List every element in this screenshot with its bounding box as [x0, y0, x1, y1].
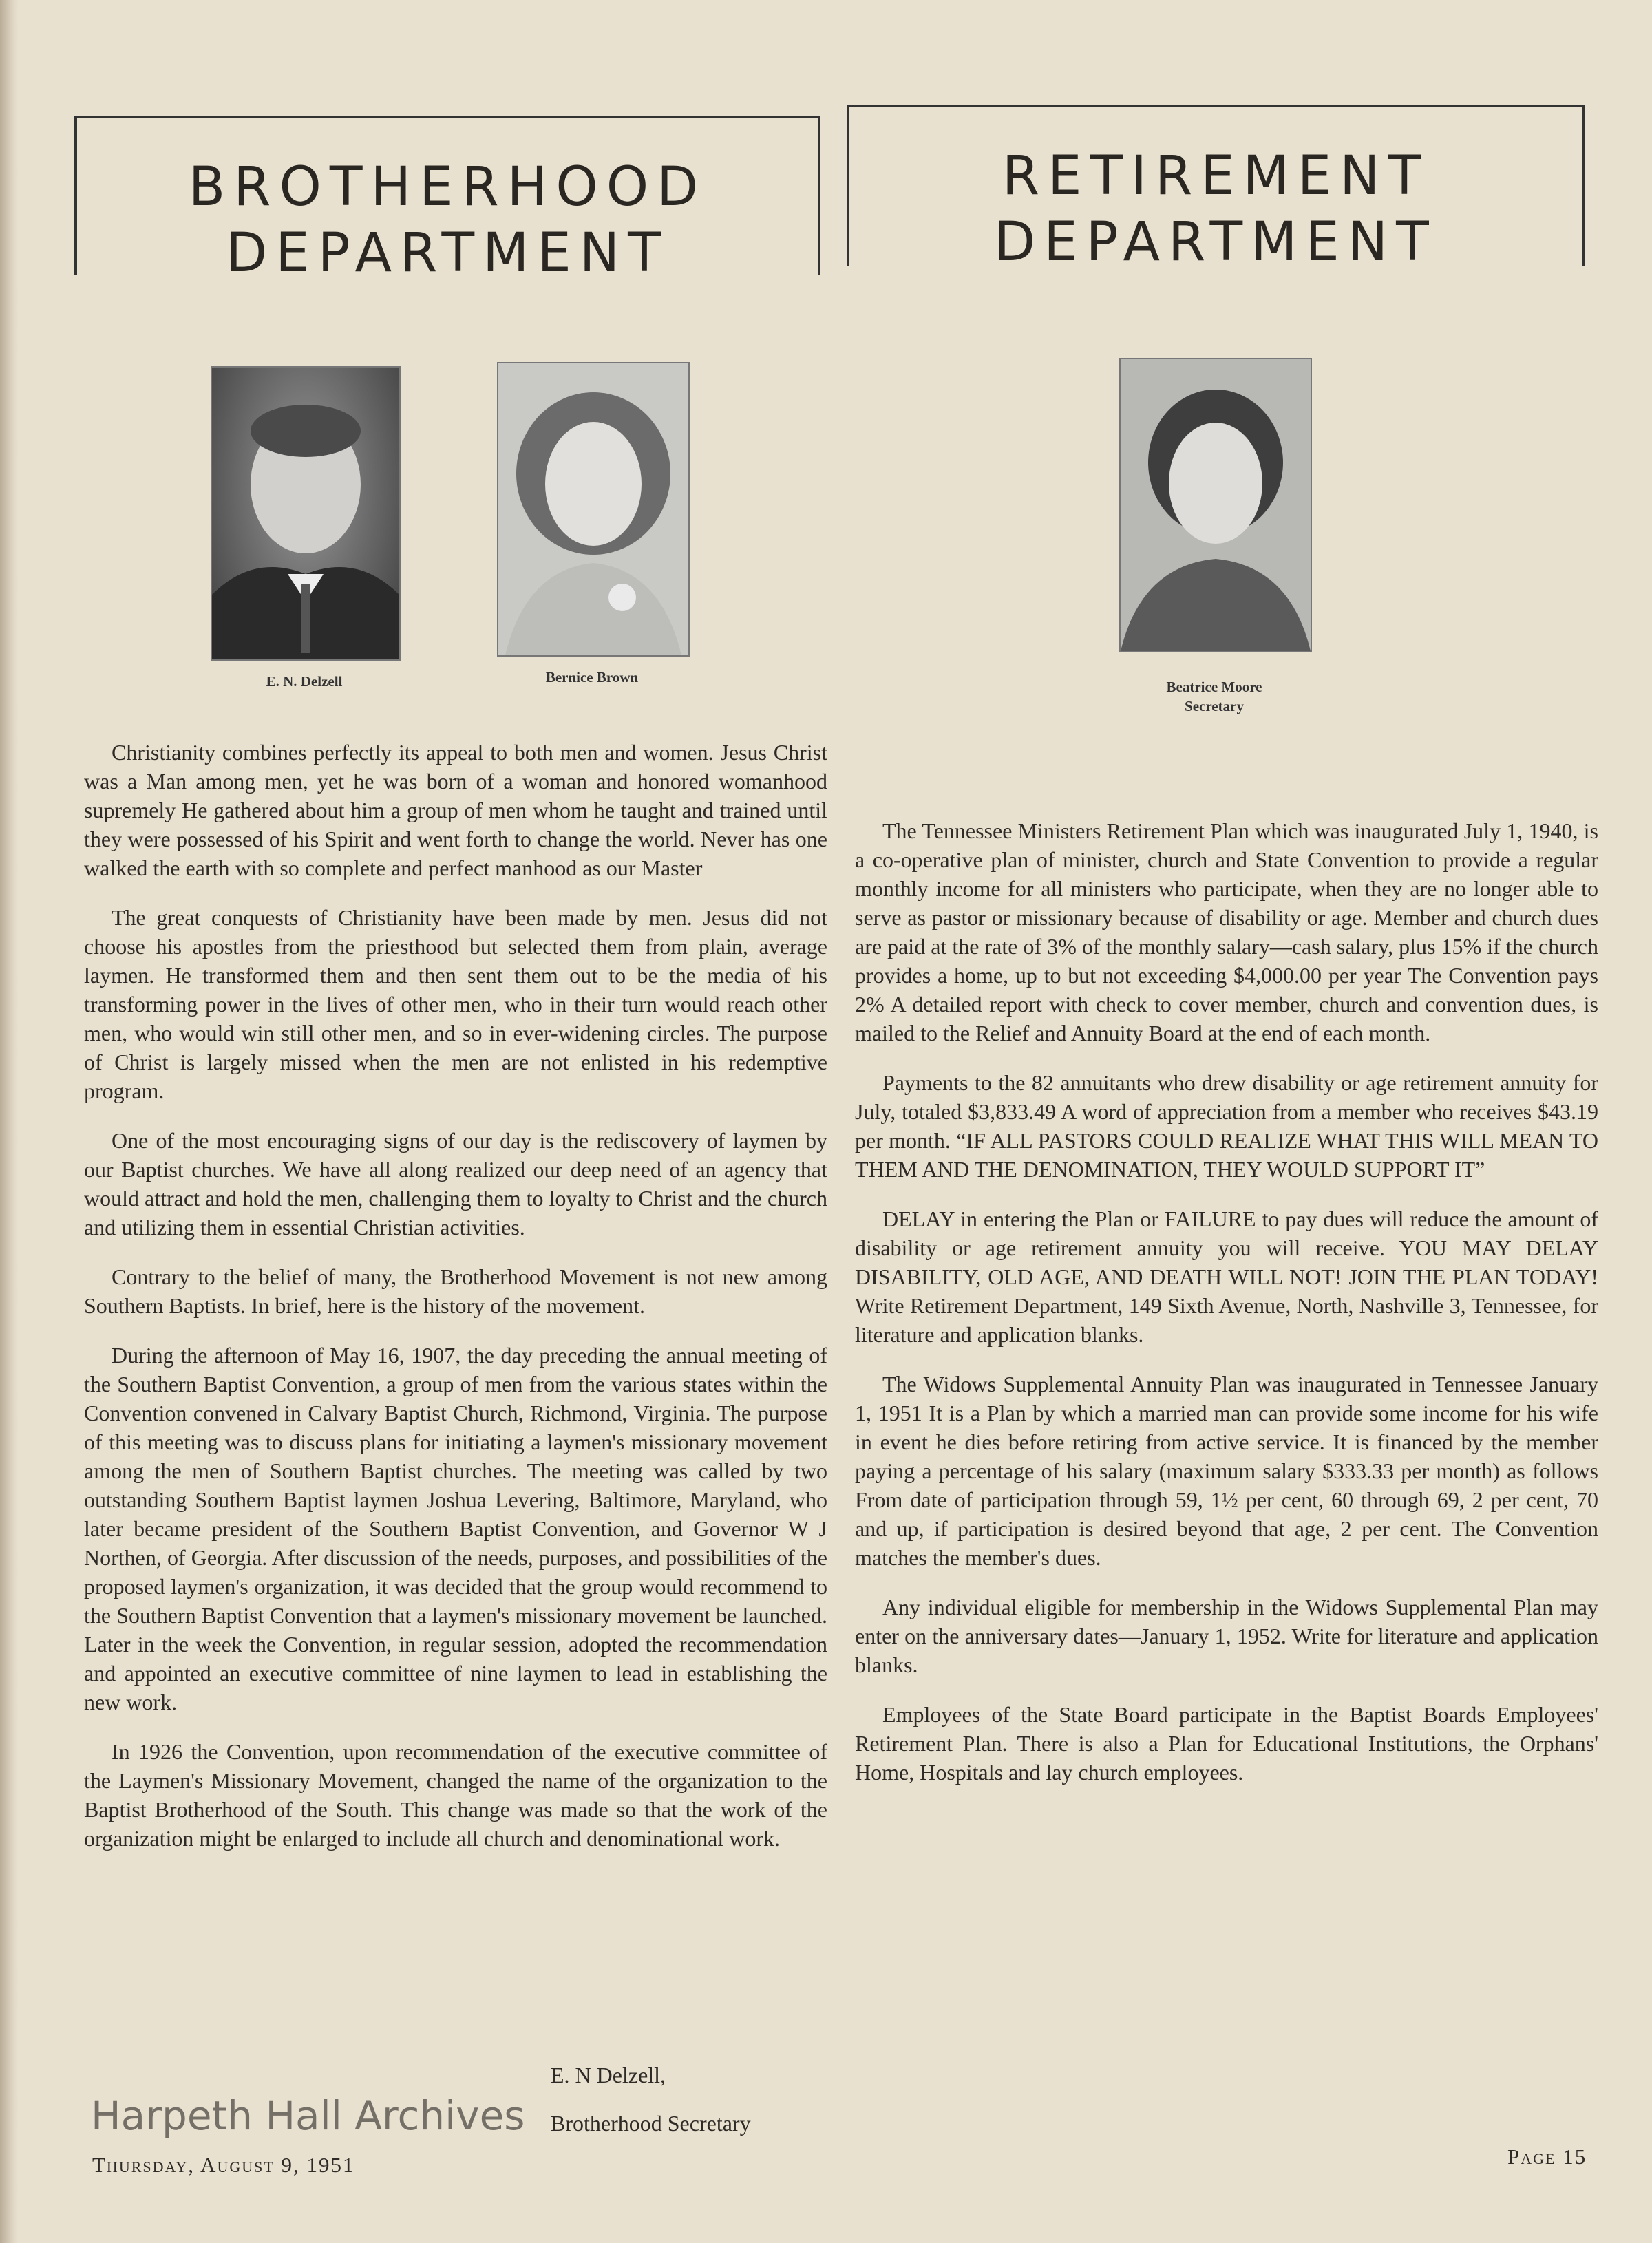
- brotherhood-title-line1: BROTHERHOOD: [188, 156, 707, 218]
- photo-moore: [1119, 358, 1312, 652]
- footer-page-number: Page 15: [1507, 2145, 1587, 2169]
- retirement-paragraph: DELAY in entering the Plan or FAILURE to pay dues will reduce the amount of disability or age retirement annuity you will receive. YOU MAY DELAY DISABILITY, OLD AGE, AND DEATH WILL NOT! JOIN THE PLAN TODAY! Write Retirement Department, 149 Sixth Avenue, North, Nashville 3, Tennessee, for literature and application blanks.: [855, 1206, 1598, 1347]
- caption-delzell: E. N. Delzell: [266, 673, 343, 690]
- retirement-paragraph: The Widows Supplemental Annuity Plan was inaugurated in Tennessee January 1, 1951 It is a Plan by which a married man can provide some income for his wife in event he dies before retiring from active service. It is financed by the member paying a percentage of his salary (maximum salary $333.33 per month) as follows From date of participation through 59, 1½ per cent, 60 through 69, 2 per cent, 70 and up, if participation is desired beyond that age, 2 per cent. The Convention matches the member's dues.: [855, 1372, 1598, 1570]
- brotherhood-paragraph: In 1926 the Convention, upon recommendation of the executive committee of the Laymen's Missionary Movement, changed the name of the organization to the Baptist Brotherhood of the South. This change was made so that the work of the organization might be enlarged to include all church and denominational work.: [84, 1739, 827, 1851]
- photo-delzell: [211, 366, 401, 661]
- retirement-header-box: [847, 105, 1585, 273]
- caption-moore-name: Beatrice Moore: [1166, 679, 1262, 695]
- archive-watermark: Harpeth Hall Archives: [91, 2092, 525, 2139]
- caption-brown: Bernice Brown: [545, 669, 639, 685]
- brotherhood-header-box: [74, 116, 820, 284]
- brotherhood-paragraph: One of the most encouraging signs of our day is the rediscovery of laymen by our Baptist churches. We have all along realized our deep need of an agency that would attract and hold the men, challenging them to loyalty to Christ and the church and utilizing them in essential Christian activities.: [84, 1128, 827, 1240]
- brotherhood-paragraph: During the afternoon of May 16, 1907, the day preceding the annual meeting of the Southern Baptist Convention, a group of men from the various states within the Convention convened in Calvary Baptist Church, Richmond, Virginia. The purpose of this meeting was to discuss plans for initiating a laymen's missionary movement among the men of Southern Baptist churches. The meeting was called by two outstanding Southern Baptist laymen Joshua Levering, Baltimore, Maryland, who later became president of the Southern Baptist Convention, and Governor W J Northen, of Georgia. After discussion of the needs, purposes, and possibilities of the proposed laymen's organization, it was decided that the group would recommend to the Southern Baptist Convention that a laymen's missionary movement be launched. Later in the week the Convention, in regular session, adopted the recommendation and appointed an executive committee of nine laymen to lead in establishing the new work.: [84, 1343, 827, 1714]
- retirement-paragraph: Payments to the 82 annuitants who drew disability or age retirement annuity for July, totaled $3,833.49 A word of appreciation from a member who receives $43.19 per month. “IF ALL PASTORS COULD REALIZE WHAT THIS WILL MEAN TO THEM AND THE DENOMINATION, THEY WOULD SUPPORT IT”: [855, 1070, 1598, 1182]
- brotherhood-paragraph: Contrary to the belief of many, the Brotherhood Movement is not new among Southern Baptists. In brief, here is the history of the movement.: [84, 1264, 827, 1318]
- signature-title: Brotherhood Secretary: [551, 2111, 751, 2136]
- brotherhood-paragraph: The great conquests of Christianity have been made by men. Jesus did not choose his apostles from the priesthood but selected them from plain, average laymen. He transformed them and then sent them out to be the media of his transforming power in the lives of other men, who in their turn would reach other men, who would win still other men, and so in ever-widening circles. The purpose of Christ is largely missed when the men are not enlisted in his redemptive program.: [84, 905, 827, 1103]
- brotherhood-title-line2: DEPARTMENT: [226, 222, 669, 284]
- retirement-paragraph: Any individual eligible for membership in the Widows Supplemental Plan may enter on the anniversary dates—January 1, 1952. Write for literature and application blanks.: [855, 1595, 1598, 1677]
- brotherhood-title: [77, 118, 818, 286]
- signature-name: E. N Delzell,: [551, 2063, 666, 2087]
- retirement-title: [849, 107, 1582, 275]
- retirement-article: [855, 816, 1598, 1807]
- page-spine-shadow: [0, 0, 18, 2243]
- retirement-paragraph: The Tennessee Ministers Retirement Plan which was inaugurated July 1, 1940, is a co-operative plan of minister, church and State Convention to provide a regular monthly income for all ministers who participate, when they are no longer able to serve as pastor or missionary because of disability or age. Member and church dues are paid at the rate of 3% of the monthly salary—cash salary, plus 15% if the church provides a home, up to but not exceeding $4,000.00 per year The Convention pays 2% A detailed report with check to cover member, church and convention dues, is mailed to the Relief and Annuity Board at the end of each month.: [855, 818, 1598, 1045]
- footer-date: Thursday, August 9, 1951: [92, 2153, 355, 2177]
- retirement-title-line2: DEPARTMENT: [994, 211, 1437, 273]
- brotherhood-paragraph: Christianity combines perfectly its appeal to both men and women. Jesus Christ was a Man among men, yet he was born of a woman and honored womanhood supremely He gathered about him a group of men whom he taught and trained until they were possessed of his Spirit and went forth to change the world. Never has one walked the earth with so complete and perfect manhood as our Master: [84, 740, 827, 880]
- brotherhood-article: [84, 738, 827, 1873]
- retirement-title-line1: RETIREMENT: [1002, 145, 1430, 207]
- retirement-paragraph: Employees of the State Board participate in the Baptist Boards Employees' Retirement Plan. There is also a Plan for Educational Institutions, the Orphans' Home, Hospitals and lay church employees.: [855, 1702, 1598, 1785]
- caption-moore: [1119, 677, 1309, 716]
- photo-brown: [497, 362, 690, 657]
- caption-moore-title: Secretary: [1185, 698, 1244, 714]
